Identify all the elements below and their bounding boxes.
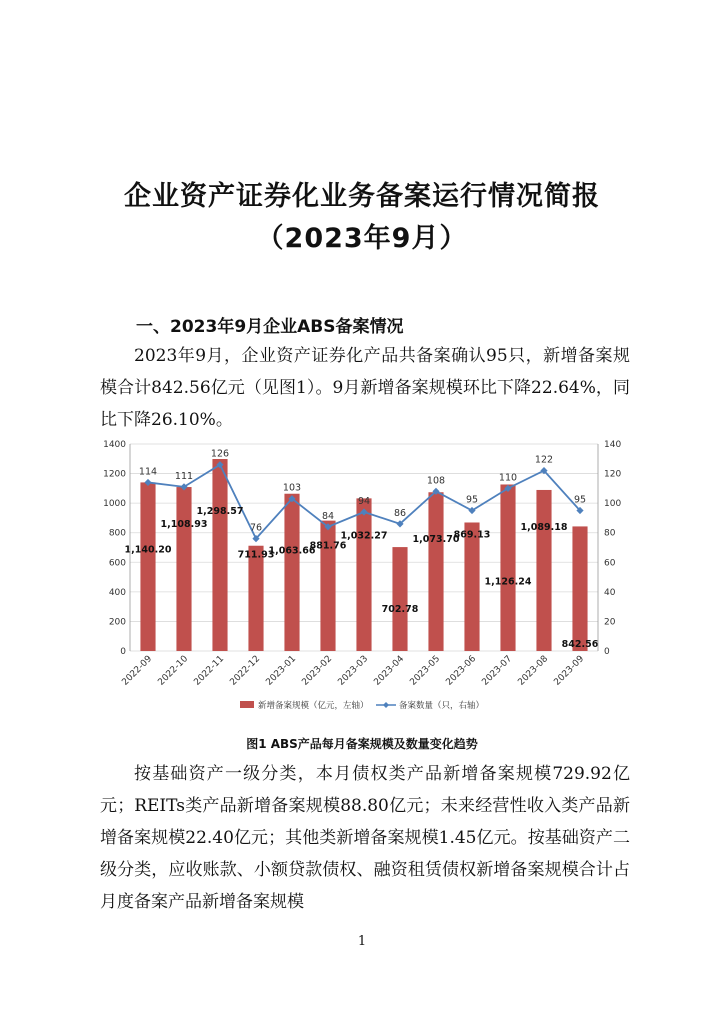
document-title: 企业资产证券化业务备案运行情况简报 bbox=[124, 181, 600, 212]
bar bbox=[572, 526, 587, 651]
right-axis-tick-label: 0 bbox=[604, 647, 610, 657]
paragraph-summary: 2023年9月，企业资产证券化产品共备案确认95只，新增备案规模合计842.56亿元（见图1）。9月新增备案规模环比下降22.64%，同比下降26.10%。 bbox=[100, 346, 630, 430]
right-axis-tick-label: 140 bbox=[604, 440, 622, 450]
bar-data-label: 1,126.24 bbox=[484, 576, 532, 588]
x-axis-tick-label: 2022-09 bbox=[120, 654, 155, 688]
legend-bar-label: 新增备案规模（亿元，左轴） bbox=[258, 701, 369, 711]
bar bbox=[248, 546, 263, 651]
x-axis-tick-label: 2023-02 bbox=[300, 654, 335, 688]
abs-monthly-chart bbox=[92, 432, 636, 717]
bar-data-label: 869.13 bbox=[453, 529, 491, 541]
x-axis-tick-label: 2023-06 bbox=[444, 654, 479, 688]
bar-data-label: 1,089.18 bbox=[520, 521, 568, 533]
legend-bar-swatch bbox=[240, 701, 254, 708]
page-number: 1 bbox=[357, 934, 367, 949]
bar-data-label: 1,063.66 bbox=[268, 545, 316, 557]
left-axis-tick-label: 0 bbox=[120, 647, 126, 657]
count-data-label: 76 bbox=[249, 522, 263, 534]
count-data-label: 94 bbox=[357, 496, 371, 508]
bar bbox=[284, 494, 299, 651]
paragraph-classification: 按基础资产一级分类，本月债权类产品新增备案规模729.92亿元；REITs类产品新增备案规模88.80亿元；未来经营性收入类产品新增备案规模22.40亿元；其他类新增备案规模1.45亿元。按基础资产二级分类，应收账款、小额贷款债权、融资租赁债权新增备案规模合计占月度备案产品新增备案规模 bbox=[100, 764, 630, 912]
count-data-label: 84 bbox=[321, 510, 335, 522]
bar bbox=[140, 482, 155, 651]
count-data-label: 111 bbox=[174, 470, 194, 482]
right-axis-tick-label: 60 bbox=[604, 558, 616, 569]
x-axis-tick-label: 2023-05 bbox=[408, 654, 443, 688]
x-axis-tick-label: 2023-07 bbox=[480, 654, 515, 688]
x-axis-tick-label: 2023-08 bbox=[516, 654, 551, 688]
bar bbox=[500, 484, 515, 651]
bar-data-label: 1,073.70 bbox=[412, 534, 460, 546]
x-axis-tick-label: 2022-12 bbox=[228, 654, 263, 688]
legend-line-label: 备案数量（只，右轴） bbox=[399, 701, 485, 711]
bar bbox=[536, 490, 551, 651]
left-axis-tick-label: 800 bbox=[108, 528, 126, 539]
document-subtitle-date: （2023年9月） bbox=[256, 223, 468, 254]
count-data-label: 95 bbox=[573, 494, 587, 506]
bar bbox=[356, 498, 371, 651]
bar bbox=[176, 487, 191, 651]
bar-data-label: 881.76 bbox=[309, 540, 347, 552]
left-axis-tick-label: 1400 bbox=[103, 440, 126, 450]
x-axis-tick-label: 2023-04 bbox=[372, 654, 407, 688]
count-data-label: 110 bbox=[498, 472, 518, 484]
bar bbox=[428, 492, 443, 651]
bar bbox=[464, 522, 479, 651]
x-axis-tick-label: 2023-09 bbox=[552, 654, 587, 688]
x-axis-tick-label: 2023-03 bbox=[336, 654, 371, 688]
right-axis-tick-label: 80 bbox=[604, 528, 616, 539]
bar-data-label: 1,140.20 bbox=[124, 544, 172, 556]
right-axis-tick-label: 20 bbox=[604, 617, 616, 628]
right-axis-tick-label: 120 bbox=[604, 469, 622, 480]
figure-caption: 图1 ABS产品每月备案规模及数量变化趋势 bbox=[246, 737, 478, 751]
bar bbox=[212, 459, 227, 651]
left-axis-tick-label: 1000 bbox=[103, 499, 126, 510]
x-axis-tick-label: 2022-10 bbox=[156, 654, 191, 688]
bar-data-label: 1,298.57 bbox=[196, 505, 244, 517]
x-axis-tick-label: 2022-11 bbox=[192, 654, 227, 688]
section-heading: 一、2023年9月企业ABS备案情况 bbox=[136, 317, 404, 337]
count-data-label: 103 bbox=[282, 482, 302, 494]
count-data-label: 95 bbox=[465, 494, 479, 506]
count-data-label: 86 bbox=[393, 507, 407, 519]
left-axis-tick-label: 1200 bbox=[103, 469, 126, 480]
right-axis-tick-label: 40 bbox=[604, 587, 616, 598]
count-data-label: 126 bbox=[210, 448, 230, 460]
bar-data-label: 702.78 bbox=[381, 604, 419, 616]
left-axis-tick-label: 400 bbox=[108, 587, 126, 598]
bar-data-label: 711.93 bbox=[237, 549, 275, 561]
left-axis-tick-label: 200 bbox=[108, 617, 126, 628]
bar-data-label: 842.56 bbox=[561, 639, 599, 650]
right-axis-tick-label: 100 bbox=[604, 499, 622, 510]
count-data-label: 114 bbox=[138, 466, 158, 478]
bar bbox=[392, 547, 407, 651]
bar-data-label: 1,108.93 bbox=[160, 519, 208, 531]
count-data-label: 108 bbox=[426, 475, 446, 487]
left-axis-tick-label: 600 bbox=[108, 558, 126, 569]
bar-data-label: 1,032.27 bbox=[340, 530, 388, 542]
count-data-label: 122 bbox=[534, 454, 554, 466]
x-axis-tick-label: 2023-01 bbox=[264, 654, 299, 688]
legend-line-marker bbox=[383, 702, 389, 708]
